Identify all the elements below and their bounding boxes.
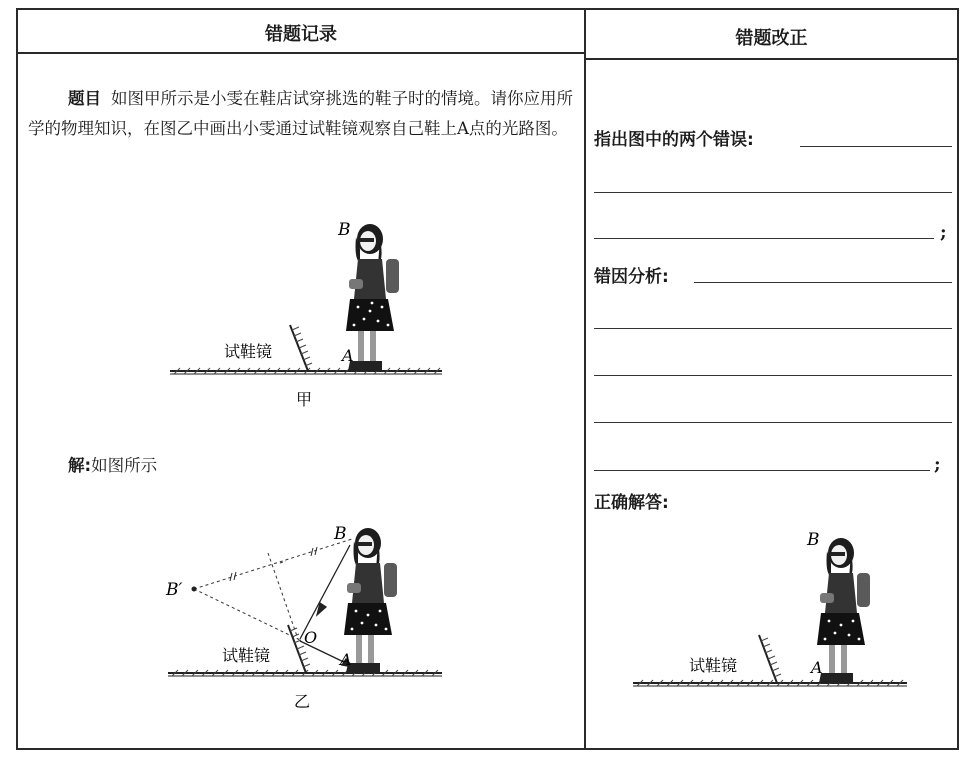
header-row-divider-left — [16, 52, 586, 54]
cause-answer-line-1[interactable] — [694, 282, 952, 283]
errors-answer-line-2[interactable] — [594, 192, 952, 193]
errors-prompt: 指出图中的两个错误: — [594, 130, 754, 150]
figure-jia — [160, 205, 450, 415]
mirror-label-yi: 试鞋镜 — [222, 646, 271, 665]
girl-figure — [344, 528, 397, 673]
label-A-answer: A — [811, 658, 823, 677]
errors-answer-line-3[interactable] — [594, 238, 934, 239]
table-border-right — [957, 8, 959, 750]
label-A-yi: A — [340, 650, 352, 669]
girl-figure — [346, 224, 399, 371]
caption-yi: 乙 — [294, 692, 311, 711]
mirror-label-jia: 试鞋镜 — [224, 342, 273, 361]
right-column-header: 错题改正 — [735, 28, 808, 49]
mirror-label-answer: 试鞋镜 — [689, 656, 738, 675]
ground-line — [633, 680, 907, 686]
semicolon-1: ; — [940, 222, 947, 243]
label-O: O — [304, 628, 318, 647]
label-A-jia: A — [342, 346, 354, 365]
cause-answer-line-2[interactable] — [594, 328, 952, 329]
cause-answer-line-4[interactable] — [594, 422, 952, 423]
solution-prefix: 解: — [68, 456, 92, 475]
answer-prompt: 正确解答: — [594, 493, 669, 513]
table-border-left — [16, 8, 18, 750]
shoe-mirror — [759, 635, 781, 683]
problem-tag: 题目 — [68, 89, 101, 108]
table-column-divider — [584, 8, 586, 750]
solution-line — [68, 452, 157, 476]
label-B-jia: B — [338, 220, 351, 240]
header-row-divider-right — [584, 58, 959, 60]
label-Bprime: B′ — [166, 580, 183, 600]
problem-statement — [28, 84, 576, 144]
ground-line — [170, 368, 442, 374]
girl-figure — [817, 538, 870, 683]
figure-answer — [625, 525, 915, 695]
light-ray-path — [300, 545, 353, 667]
cause-prompt: 错因分析: — [594, 267, 669, 287]
caption-jia: 甲 — [296, 390, 313, 409]
errors-answer-line-1[interactable] — [800, 146, 952, 147]
table-border-bottom — [16, 748, 959, 750]
left-column-header: 错题记录 — [265, 24, 337, 45]
point-Bprime — [192, 587, 197, 592]
label-B-yi: B — [334, 524, 347, 544]
solution-text: 如图所示 — [91, 456, 158, 475]
semicolon-2: ; — [934, 454, 941, 475]
problem-text: 如图甲所示是小雯在鞋店试穿挑选的鞋子时的情境。请你应用所学的物理知识，在图乙中画出小雯通过试鞋镜观察自己鞋上A点的光路图。 — [28, 89, 573, 138]
tick-marks — [230, 547, 317, 581]
construction-lines — [194, 539, 352, 641]
label-B-answer: B — [807, 530, 820, 550]
cause-answer-line-5[interactable] — [594, 470, 930, 471]
figure-yi — [160, 515, 450, 720]
table-border-top — [16, 8, 959, 10]
shoe-mirror — [290, 325, 312, 371]
cause-answer-line-3[interactable] — [594, 375, 952, 376]
